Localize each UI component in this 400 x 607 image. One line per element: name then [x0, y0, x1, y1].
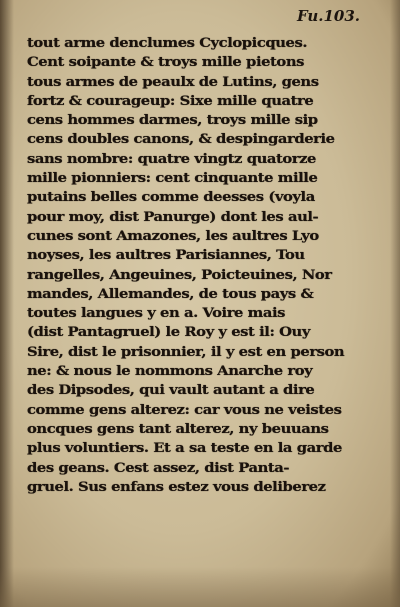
text-line: cens doubles canons, & despingarderie: [27, 132, 335, 148]
text-line: (dist Pantagruel) le Roy y est il: Ouy: [27, 325, 310, 341]
text-line: Sire, dist le prisonnier, il y est en person: [27, 344, 345, 360]
text-block: [27, 34, 357, 497]
page-bottom-shadow: [0, 567, 400, 607]
text-line: cens hommes darmes, troys mille sip: [27, 113, 318, 129]
text-line: comme gens alterez: car vous ne veistes: [27, 402, 342, 418]
text-line: toutes langues y en a. Voire mais: [27, 306, 286, 322]
text-line: mille pionniers: cent cinquante mille: [27, 171, 318, 187]
text-line: sans nombre: quatre vingtz quatorze: [27, 151, 316, 167]
text-line: plus voluntiers. Et a sa teste en la garde: [27, 441, 342, 457]
text-line: noyses, les aultres Parisiannes, Tou: [27, 248, 305, 264]
text-line: cunes sont Amazones, les aultres Lyo: [27, 228, 319, 244]
text-line: tout arme denclumes Cyclopicques.: [27, 36, 308, 51]
text-line: rangelles, Angeuines, Poicteuines, Nor: [27, 267, 332, 283]
text-line: mandes, Allemandes, de tous pays &: [27, 286, 314, 302]
text-line: fortz & courageup: Sixe mille quatre: [27, 93, 314, 109]
page-gutter-shadow: [0, 0, 14, 607]
text-line: gruel. Sus enfans estez vous deliberez: [27, 479, 326, 495]
text-line: des geans. Cest assez, dist Panta-: [27, 460, 290, 476]
text-line: tous armes de peaulx de Lutins, gens: [27, 74, 319, 90]
text-line: putains belles comme deesses (voyla: [27, 190, 315, 206]
text-line: ne: & nous le nommons Anarche roy: [27, 364, 313, 380]
text-line: oncques gens tant alterez, ny beuuans: [27, 421, 329, 437]
text-line: Cent soipante & troys mille pietons: [27, 55, 304, 71]
folio-number: Fu.103.: [296, 7, 360, 25]
text-line: pour moy, dist Panurge) dont les aul-: [27, 209, 319, 225]
text-line: des Dipsodes, qui vault autant a dire: [27, 383, 315, 399]
